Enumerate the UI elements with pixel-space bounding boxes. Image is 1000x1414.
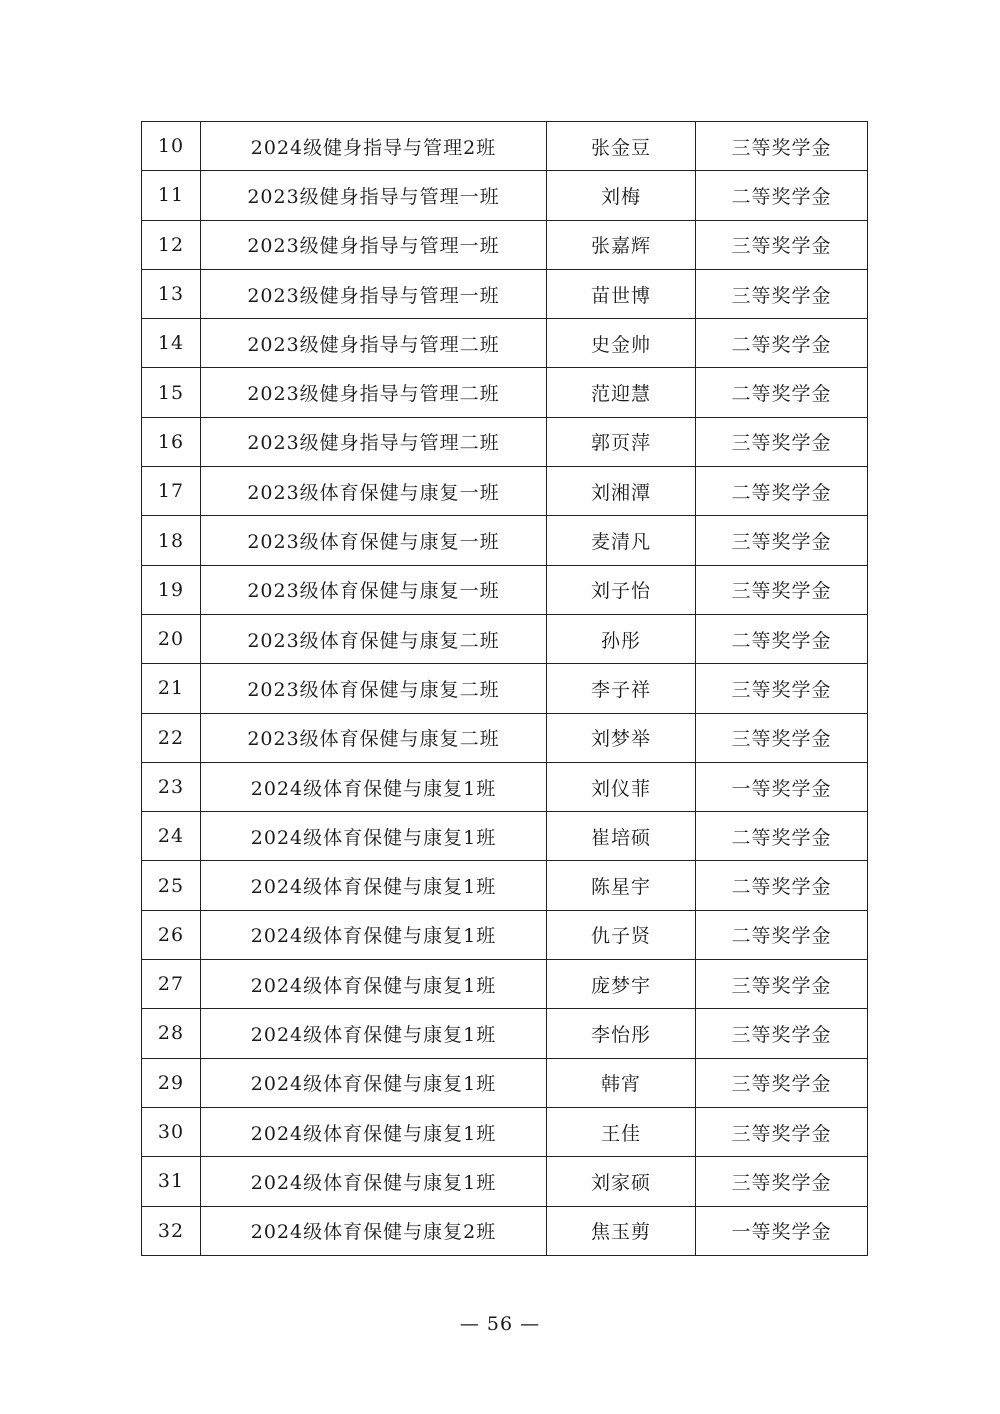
table-row	[142, 220, 868, 269]
row-number-cell: 12	[142, 220, 201, 269]
class-name-cell: 2024级体育保健与康复1班	[201, 960, 547, 1009]
scholarship-table	[141, 121, 868, 1256]
student-name-cell: 陈星宇	[547, 861, 696, 910]
award-level-cell: 三等奖学金	[696, 269, 868, 318]
award-level-cell: 二等奖学金	[696, 319, 868, 368]
table-row	[142, 319, 868, 368]
table-row	[142, 1058, 868, 1107]
class-name-cell: 2023级健身指导与管理一班	[201, 220, 547, 269]
row-number-cell: 18	[142, 516, 201, 565]
table-row	[142, 861, 868, 910]
award-level-cell: 二等奖学金	[696, 614, 868, 663]
row-number-cell: 27	[142, 960, 201, 1009]
award-level-cell: 三等奖学金	[696, 664, 868, 713]
award-level-cell: 三等奖学金	[696, 417, 868, 466]
row-number-cell: 28	[142, 1009, 201, 1058]
class-name-cell: 2023级健身指导与管理二班	[201, 417, 547, 466]
row-number-cell: 11	[142, 171, 201, 220]
student-name-cell: 刘湘潭	[547, 467, 696, 516]
row-number-cell: 30	[142, 1107, 201, 1156]
row-number-cell: 10	[142, 122, 201, 171]
student-name-cell: 崔培硕	[547, 812, 696, 861]
table-row	[142, 1157, 868, 1206]
award-level-cell: 三等奖学金	[696, 713, 868, 762]
award-level-cell: 二等奖学金	[696, 861, 868, 910]
award-level-cell: 三等奖学金	[696, 1058, 868, 1107]
class-name-cell: 2024级体育保健与康复1班	[201, 762, 547, 811]
student-name-cell: 王佳	[547, 1107, 696, 1156]
award-level-cell: 三等奖学金	[696, 1157, 868, 1206]
row-number-cell: 31	[142, 1157, 201, 1206]
table-row	[142, 171, 868, 220]
class-name-cell: 2024级体育保健与康复2班	[201, 1206, 547, 1255]
award-level-cell: 三等奖学金	[696, 1009, 868, 1058]
student-name-cell: 刘梦举	[547, 713, 696, 762]
table-row	[142, 960, 868, 1009]
class-name-cell: 2023级健身指导与管理二班	[201, 319, 547, 368]
table-row	[142, 1206, 868, 1255]
class-name-cell: 2023级体育保健与康复二班	[201, 614, 547, 663]
table-row	[142, 812, 868, 861]
class-name-cell: 2023级健身指导与管理一班	[201, 269, 547, 318]
student-name-cell: 孙彤	[547, 614, 696, 663]
table-row	[142, 565, 868, 614]
award-level-cell: 三等奖学金	[696, 565, 868, 614]
class-name-cell: 2024级体育保健与康复1班	[201, 1157, 547, 1206]
student-name-cell: 张金豆	[547, 122, 696, 171]
row-number-cell: 17	[142, 467, 201, 516]
class-name-cell: 2023级体育保健与康复一班	[201, 467, 547, 516]
row-number-cell: 13	[142, 269, 201, 318]
award-level-cell: 三等奖学金	[696, 1107, 868, 1156]
class-name-cell: 2023级健身指导与管理二班	[201, 368, 547, 417]
award-level-cell: 二等奖学金	[696, 910, 868, 959]
class-name-cell: 2023级体育保健与康复一班	[201, 565, 547, 614]
class-name-cell: 2024级体育保健与康复1班	[201, 1009, 547, 1058]
row-number-cell: 16	[142, 417, 201, 466]
class-name-cell: 2024级体育保健与康复1班	[201, 812, 547, 861]
student-name-cell: 李子祥	[547, 664, 696, 713]
award-level-cell: 一等奖学金	[696, 1206, 868, 1255]
table-body	[142, 122, 868, 1256]
table-row	[142, 417, 868, 466]
row-number-cell: 15	[142, 368, 201, 417]
class-name-cell: 2023级体育保健与康复一班	[201, 516, 547, 565]
row-number-cell: 22	[142, 713, 201, 762]
row-number-cell: 29	[142, 1058, 201, 1107]
table-row	[142, 1009, 868, 1058]
table-row	[142, 467, 868, 516]
student-name-cell: 史金帅	[547, 319, 696, 368]
student-name-cell: 刘梅	[547, 171, 696, 220]
table-row	[142, 269, 868, 318]
award-level-cell: 二等奖学金	[696, 368, 868, 417]
class-name-cell: 2024级体育保健与康复1班	[201, 910, 547, 959]
class-name-cell: 2024级体育保健与康复1班	[201, 1107, 547, 1156]
student-name-cell: 范迎慧	[547, 368, 696, 417]
student-name-cell: 焦玉剪	[547, 1206, 696, 1255]
row-number-cell: 14	[142, 319, 201, 368]
award-level-cell: 二等奖学金	[696, 467, 868, 516]
class-name-cell: 2024级体育保健与康复1班	[201, 861, 547, 910]
class-name-cell: 2024级健身指导与管理2班	[201, 122, 547, 171]
table-row	[142, 713, 868, 762]
student-name-cell: 李怡彤	[547, 1009, 696, 1058]
student-name-cell: 刘家硕	[547, 1157, 696, 1206]
table-row	[142, 664, 868, 713]
table-row	[142, 910, 868, 959]
class-name-cell: 2023级体育保健与康复二班	[201, 713, 547, 762]
student-name-cell: 郭页萍	[547, 417, 696, 466]
award-level-cell: 三等奖学金	[696, 960, 868, 1009]
award-level-cell: 二等奖学金	[696, 812, 868, 861]
class-name-cell: 2023级体育保健与康复二班	[201, 664, 547, 713]
award-level-cell: 三等奖学金	[696, 220, 868, 269]
row-number-cell: 20	[142, 614, 201, 663]
student-name-cell: 仇子贤	[547, 910, 696, 959]
student-name-cell: 刘子怡	[547, 565, 696, 614]
row-number-cell: 26	[142, 910, 201, 959]
student-name-cell: 苗世博	[547, 269, 696, 318]
student-name-cell: 庞梦宇	[547, 960, 696, 1009]
table-row	[142, 122, 868, 171]
row-number-cell: 23	[142, 762, 201, 811]
class-name-cell: 2023级健身指导与管理一班	[201, 171, 547, 220]
award-level-cell: 一等奖学金	[696, 762, 868, 811]
row-number-cell: 24	[142, 812, 201, 861]
award-level-cell: 二等奖学金	[696, 171, 868, 220]
class-name-cell: 2024级体育保健与康复1班	[201, 1058, 547, 1107]
table-row	[142, 368, 868, 417]
table-row	[142, 1107, 868, 1156]
table-row	[142, 762, 868, 811]
award-level-cell: 三等奖学金	[696, 516, 868, 565]
award-level-cell: 三等奖学金	[696, 122, 868, 171]
student-name-cell: 麦清凡	[547, 516, 696, 565]
row-number-cell: 19	[142, 565, 201, 614]
table-row	[142, 516, 868, 565]
student-name-cell: 张嘉辉	[547, 220, 696, 269]
table-row	[142, 614, 868, 663]
row-number-cell: 21	[142, 664, 201, 713]
student-name-cell: 刘仪菲	[547, 762, 696, 811]
row-number-cell: 25	[142, 861, 201, 910]
page-number: — 56 —	[459, 1313, 541, 1335]
row-number-cell: 32	[142, 1206, 201, 1255]
student-name-cell: 韩宵	[547, 1058, 696, 1107]
